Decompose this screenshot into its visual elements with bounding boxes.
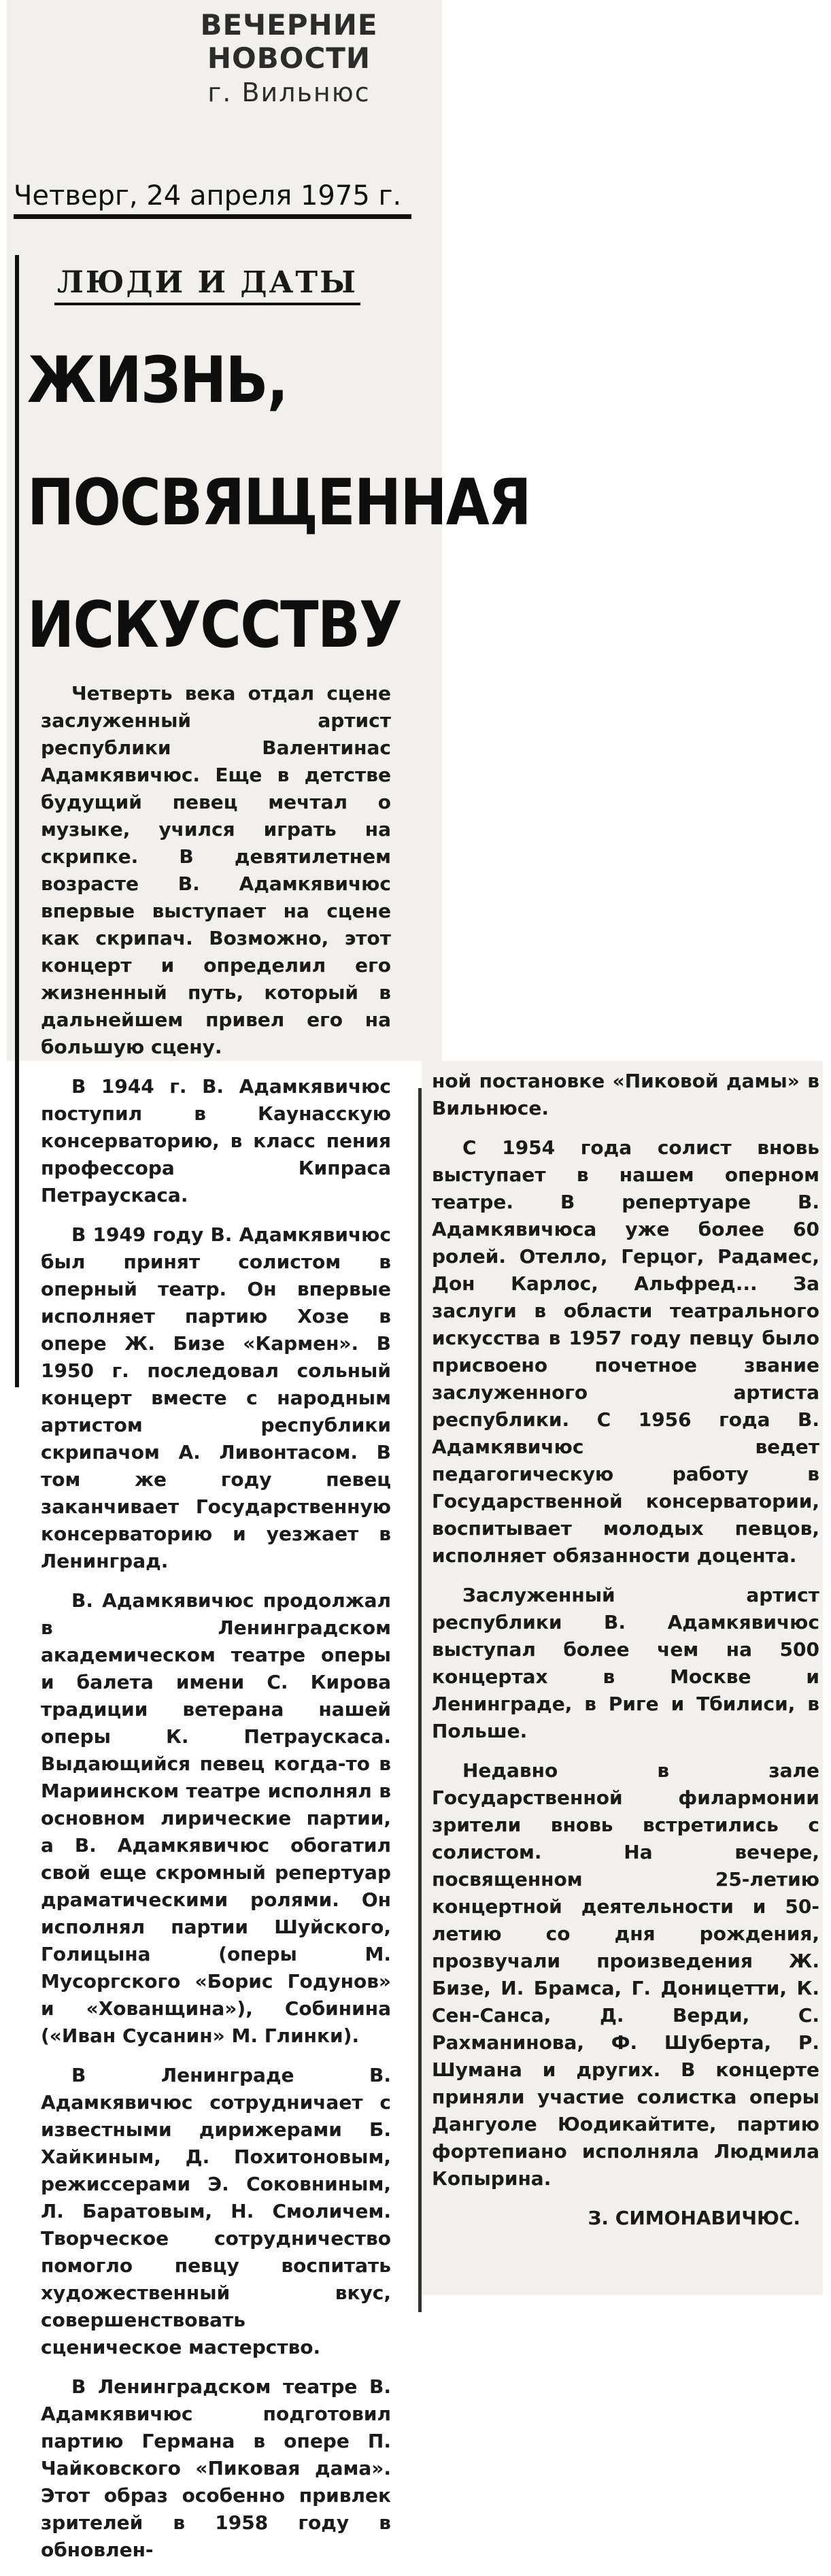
headline-line-1: ЖИЗНЬ, bbox=[27, 343, 288, 418]
headline-line-3: ИСКУССТВУ bbox=[27, 588, 402, 662]
article-column-2 bbox=[432, 1068, 819, 2232]
section-rubric: ЛЮДИ И ДАТЫ bbox=[54, 265, 360, 305]
paragraph: Недавно в зале Государственной филармонии зрители вновь встретились с солистом. На вечере, посвященном 25-летию концертной деятельности и 50-летию со дня рождения, прозвучали произведения Ж. Бизе, И. Брамса, Г. Доницетти, К. Сен-Санса, Д. Верди, С. Рахманинова, Ф. Шуберта, Р. Шумана и других. В концерте приняли участие солистка оперы Дангуоле Юодикайтите, партию фортепиано исполняла Людмила Копырина. bbox=[432, 1759, 819, 2190]
dateline: Четверг, 24 апреля 1975 г. bbox=[14, 180, 411, 219]
newspaper-name: ВЕЧЕРНИЕ НОВОСТИ bbox=[200, 8, 378, 75]
author-signature: З. СИМОНАВИЧЮС. bbox=[588, 2207, 800, 2229]
paragraph: В 1949 году В. Адамкявичюс был принят солистом в оперный театр. Он впервые исполняет партию Хозе в опере Ж. Бизе «Кармен». В 1950 г. последовал сольный концерт вместе с народным артистом республики скрипачом А. Ливонтасом. В том же году певец заканчивает Государственную консерваторию и уезжает в Ленинград. bbox=[41, 1223, 391, 1572]
article-headline bbox=[27, 320, 530, 687]
paragraph: В Ленинграде В. Адамкявичюс сотрудничает с известными дирижерами Б. Хайкиным, Д. Похитоновым, режиссерами Э. Соковниным, Л. Баратовым, Н. Смоличем. Творческое сотрудничество помогло певцу воспитать художественный вкус, совершенствовать сценическое мастерство. bbox=[41, 2064, 391, 2358]
paragraph: В Ленинградском театре В. Адамкявичюс подготовил партию Германа в опере П. Чайковского «Пиковая дама». Этот образ особенно привлек зрителей в 1958 году в обновлен- bbox=[41, 2375, 391, 2561]
newspaper-city: г. Вильнюс bbox=[207, 78, 371, 107]
paragraph: Заслуженный артист республики В. Адамкявичюс выступал более чем на 500 концертах в Москве и Ленинграде, в Риге и Тбилиси, в Польше. bbox=[432, 1584, 819, 1742]
paragraph: С 1954 года солист вновь выступает в нашем оперном театре. В репертуаре В. Адамкявичюса уже более 60 ролей. Отелло, Герцог, Радамес, Дон Карлос, Альфред... За заслуги в области театрального искусства в 1957 году певцу было присвоено почетное звание заслуженного артиста республики. С 1956 года В. Адамкявичюс ведет педагогическую работу в Государственной консерватории, воспитывает молодых певцов, исполняет обязанности доцента. bbox=[432, 1136, 819, 1567]
paragraph-continuation: ной постановке «Пиковой дамы» в Вильнюсе. bbox=[432, 1070, 819, 1119]
article-column-1 bbox=[41, 680, 391, 2576]
paragraph: В. Адамкявичюс продолжал в Ленинградском академическом театре оперы и балета имени С. Кирова традиции ветерана нашей оперы К. Петраускаса. Выдающийся певец когда-то в Мариинском театре исполнял в основном лирические партии, а В. Адамкявичюс обогатил свой еще скромный репертуар драматическими ролями. Он исполнял партии Шуйского, Голицына (оперы М. Мусоргского «Борис Годунов» и «Хованщина»), Собинина («Иван Сусанин» М. Глинки). bbox=[41, 1589, 391, 2047]
paragraph: В 1944 г. В. Адамкявичюс поступил в Каунасскую консерваторию, в класс пения профессора Кипраса Петраускаса. bbox=[41, 1075, 391, 1206]
newspaper-stamp bbox=[153, 8, 425, 107]
paragraph: Четверть века отдал сцене заслуженный артист республики Валентинас Адамкявичюс. Еще в детстве будущий певец мечтал о музыке, учился играть на скрипке. В девятилетнем возрасте В. Адамкявичюс впервые выступает на сцене как скрипач. Возможно, этот концерт и определил его жизненный путь, который в дальнейшем привел его на большую сцену. bbox=[41, 682, 391, 1058]
headline-line-2: ПОСВЯЩЕННАЯ bbox=[27, 466, 530, 540]
column-rule-left bbox=[15, 255, 19, 1387]
column-rule-middle bbox=[418, 1088, 422, 2312]
